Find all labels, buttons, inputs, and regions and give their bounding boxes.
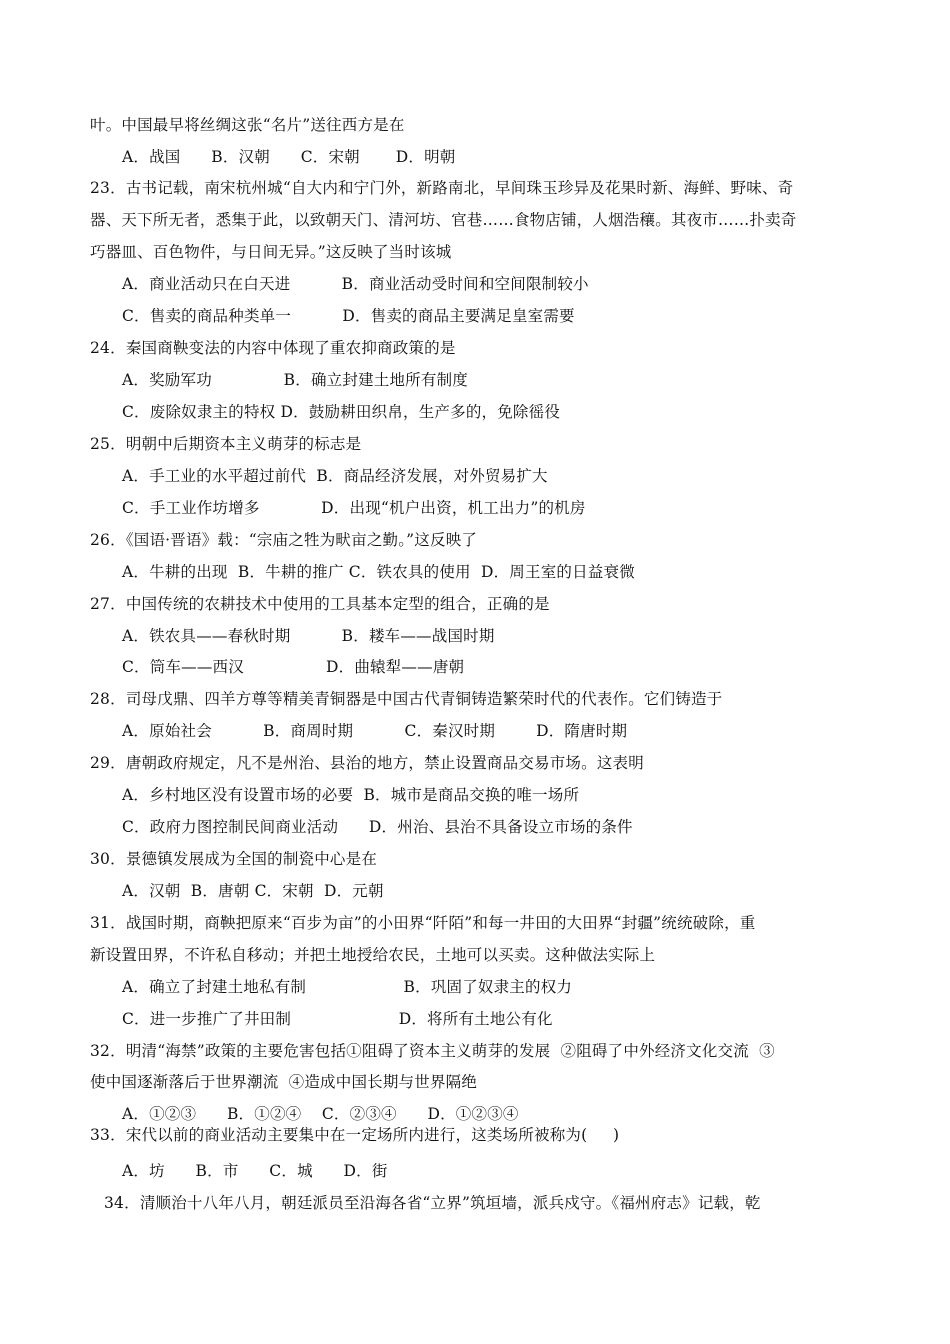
question-27: 27．中国传统的农耕技术中使用的工具基本定型的组合，正确的是 (90, 595, 550, 613)
question-32: 32．明清“海禁”政策的主要危害包括①阻碍了资本主义萌芽的发展 ②阻碍了中外经济文化交流 ③ (90, 1042, 775, 1060)
option-line: A．坊 B．市 C．城 D．街 (122, 1162, 388, 1180)
question-26: 26．《国语·晋语》载：“宗庙之牲为畎亩之勤。”这反映了 (90, 531, 478, 549)
option-line: A．原始社会 B．商周时期 C．秦汉时期 D．隋唐时期 (122, 722, 628, 740)
option-line: C．售卖的商品种类单一 D．售卖的商品主要满足皇室需要 (122, 307, 575, 325)
option-line: A．确立了封建土地私有制 B．巩固了奴隶主的权力 (122, 978, 573, 996)
option-line: C．废除奴隶主的特权 D．鼓励耕田织帛，生产多的，免除徭役 (122, 403, 561, 421)
question-28: 28．司母戊鼎、四羊方尊等精美青铜器是中国古代青铜铸造繁荣时代的代表作。它们铸造于 (90, 690, 723, 708)
text-line: 新设置田界，不许私自移动；并把土地授给农民，土地可以买卖。这种做法实际上 (90, 946, 656, 964)
text-line: 器、天下所无者，悉集于此，以致朝天门、清河坊、官巷……食物店铺，人烟浩穰。其夜市……扑卖奇 (90, 211, 797, 229)
option-line: C．进一步推广了井田制 D．将所有土地公有化 (122, 1010, 553, 1028)
question-30: 30．景德镇发展成为全国的制瓷中心是在 (90, 850, 378, 868)
option-line: A．商业活动只在白天进 B．商业活动受时间和空间限制较小 (122, 275, 589, 293)
question-29: 29．唐朝政府规定，凡不是州治、县治的地方，禁止设置商品交易市场。这表明 (90, 754, 644, 772)
question-25: 25．明朝中后期资本主义萌芽的标志是 (90, 435, 362, 453)
option-line: A．铁农具——春秋时期 B．耧车——战国时期 (122, 627, 495, 645)
text-line: 叶。中国最早将丝绸这张“名片”送往西方是在 (90, 116, 405, 134)
question-24: 24．秦国商鞅变法的内容中体现了重农抑商政策的是 (90, 339, 456, 357)
option-line: A．汉朝 B．唐朝 C．宋朝 D．元朝 (122, 882, 384, 900)
option-line: A．战国 B．汉朝 C．宋朝 D．明朝 (122, 148, 456, 166)
option-line: A．奖励军功 B．确立封建土地所有制度 (122, 371, 468, 389)
option-line: A．手工业的水平超过前代 B．商品经济发展，对外贸易扩大 (122, 467, 548, 485)
option-line: C．政府力图控制民间商业活动 D．州治、县治不具备设立市场的条件 (122, 818, 633, 836)
option-line: C．筒车——西汉 D．曲辕犁——唐朝 (122, 658, 465, 676)
text-line: 使中国逐渐落后于世界潮流 ④造成中国长期与世界隔绝 (90, 1073, 478, 1091)
option-line: C．手工业作坊增多 D．出现“机户出资，机工出力”的机房 (122, 499, 586, 517)
question-31: 31．战国时期，商鞅把原来“百步为亩”的小田界“阡陌”和每一井田的大田界“封疆”统统破除，重 (90, 914, 756, 932)
option-line: A．①②③ B．①②④ C．②③④ D．①②③④ (122, 1105, 519, 1123)
text-line: 巧器皿、百色物件，与日间无异。”这反映了当时该城 (90, 243, 452, 261)
option-line: A．牛耕的出现 B．牛耕的推广 C．铁农具的使用 D．周王室的日益衰微 (122, 563, 635, 581)
question-23: 23．古书记载，南宋杭州城“自大内和宁门外，新路南北，早间珠玉珍异及花果时新、海鲜、野味、奇 (90, 179, 794, 197)
question-33: 33．宋代以前的商业活动主要集中在一定场所内进行，这类场所被称为( ) (90, 1126, 620, 1144)
question-34: 34．清顺治十八年八月，朝廷派员至沿海各省“立界”筑垣墙，派兵戍守。《福州府志》记载，乾 (104, 1194, 761, 1212)
option-line: A．乡村地区没有设置市场的必要 B．城市是商品交换的唯一场所 (122, 786, 580, 804)
